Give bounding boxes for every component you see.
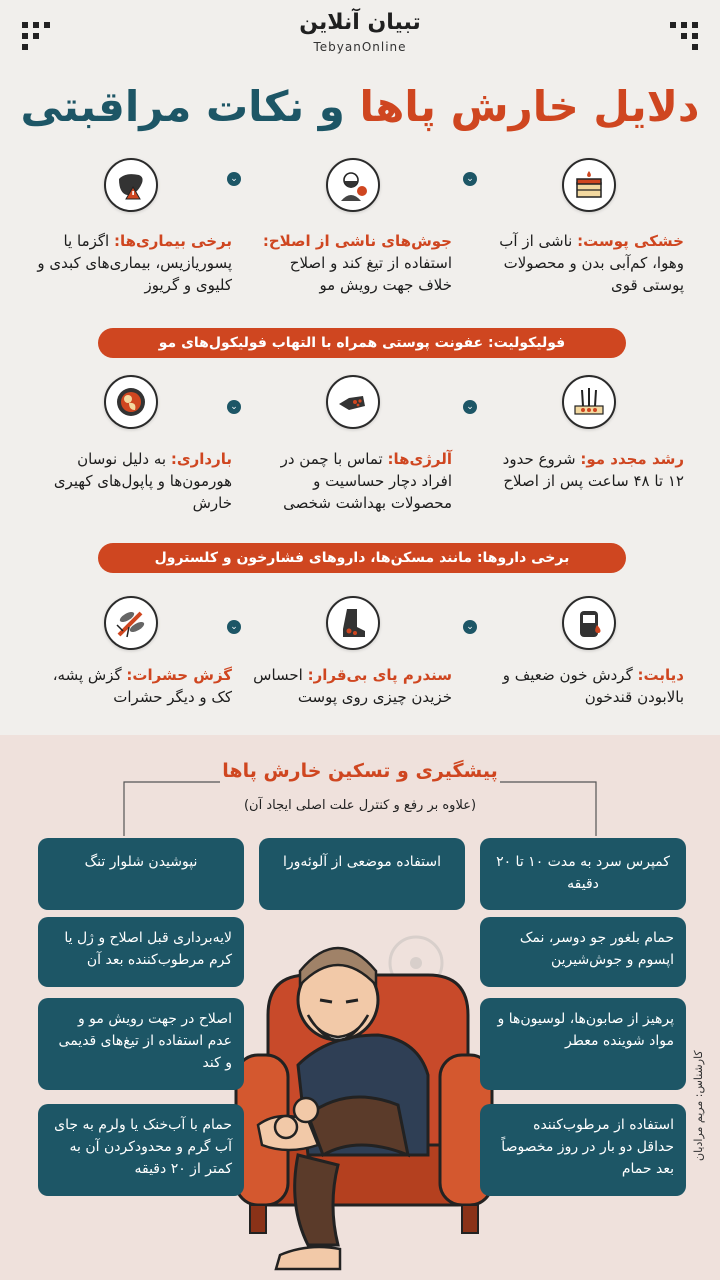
chevron-down-icon: ⌄ [463, 400, 477, 414]
tip-loose-pants: نپوشیدن شلوار تنگ [38, 838, 244, 910]
glucose-meter-icon [562, 596, 616, 650]
hair-follicle-icon [562, 375, 616, 429]
cause-hair-regrowth: رشد مجدد مو: شروع حدود ۱۲ تا ۴۸ ساعت پس از اصلاح [502, 450, 684, 490]
banner-folliculitis: فولیکولیت: عفونت پوستی همراه با التهاب فولیکول‌های مو [98, 328, 626, 358]
banner-medications: برخی داروها: مانند مسکن‌ها، داروهای فشارخون و کلسترول [98, 543, 626, 573]
liver-warning-icon [104, 158, 158, 212]
cause-insect-bites: گزش حشرات: گزش پشه، کک و دیگر حشرات [52, 666, 232, 706]
prevention-title: پیشگیری و تسکین خارش پاها [222, 760, 498, 782]
logo-english: TebyanOnline [313, 40, 407, 54]
cause-diabetes: دیابت: گردش خون ضعیف و بالابودن قندخون [502, 666, 684, 706]
tip-shave-direction: اصلاح در جهت رویش مو و عدم استفاده از تیغ‌های قدیمی و کند [38, 998, 244, 1090]
credit-text: کارشناس: مریم مرادیان [692, 1050, 705, 1161]
cake-layers-icon [562, 158, 616, 212]
cause-diseases: برخی بیماری‌ها: اگزما یا پسوریازیس، بیماری‌های کبدی و کلیوی و گریوز [37, 232, 232, 294]
title-part-2: و نکات مراقبتی [20, 82, 345, 131]
fetus-icon [104, 375, 158, 429]
elderly-man-armchair-illustration [228, 905, 500, 1280]
mosquito-icon [104, 596, 158, 650]
title-part-1: دلایل خارش پاها [359, 82, 700, 131]
tip-cold-compress: کمپرس سرد به مدت ۱۰ تا ۲۰ دقیقه [480, 838, 686, 910]
tip-cool-shower: حمام با آب‌خنک یا ولرم به جای آب گرم و محدودکردن آن به کمتر از ۲۰ دقیقه [38, 1104, 244, 1196]
chevron-down-icon: ⌄ [227, 172, 241, 186]
tip-avoid-scented-products: پرهیز از صابون‌ها، لوسیون‌ها و مواد شوینده معطر [480, 998, 686, 1090]
cause-allergies: آلرژی‌ها: تماس با چمن در افراد دچار حساسیت و محصولات بهداشت شخصی [280, 450, 452, 512]
logo-persian: تبیان آنلاین [299, 10, 421, 35]
cause-pregnancy: بارداری: به دلیل نوسان هورمون‌ها و پاپول‌های کهیری خارش [53, 450, 232, 512]
chevron-down-icon: ⌄ [463, 620, 477, 634]
chevron-down-icon: ⌄ [227, 620, 241, 634]
itchy-foot-icon [326, 596, 380, 650]
cause-dry-skin: خشکی پوست: ناشی از آب وهوا، کم‌آبی بدن و محصولات پوستی قوی [499, 232, 684, 294]
chevron-down-icon: ⌄ [227, 400, 241, 414]
tip-aloe-vera: استفاده موضعی از آلوئه‌ورا [259, 838, 465, 910]
tip-exfoliate-before-shave: لایه‌برداری قبل اصلاح و ژل یا کرم مرطوب‌کننده بعد آن [38, 917, 244, 987]
cause-restless-leg: سندرم پای بی‌قرار: احساس خزیدن چیزی روی پوست [253, 666, 452, 706]
prevention-subtitle: (علاوه بر رفع و کنترل علت اصلی ایجاد آن) [243, 798, 477, 813]
bearded-man-icon [326, 158, 380, 212]
page-title [0, 82, 720, 131]
chevron-down-icon: ⌄ [463, 172, 477, 186]
tip-oatmeal-bath: حمام بلغور جو دوسر، نمک اپسوم و جوش‌شیرین [480, 917, 686, 987]
cause-shaving-rash: جوش‌های ناشی از اصلاح: استفاده از تیغ کند و اصلاح خلاف جهت رویش مو [262, 232, 452, 294]
tip-moisturizer: استفاده از مرطوب‌کننده حداقل دو بار در روز مخصوصاً بعد حمام [480, 1104, 686, 1196]
allergic-hand-icon [326, 375, 380, 429]
